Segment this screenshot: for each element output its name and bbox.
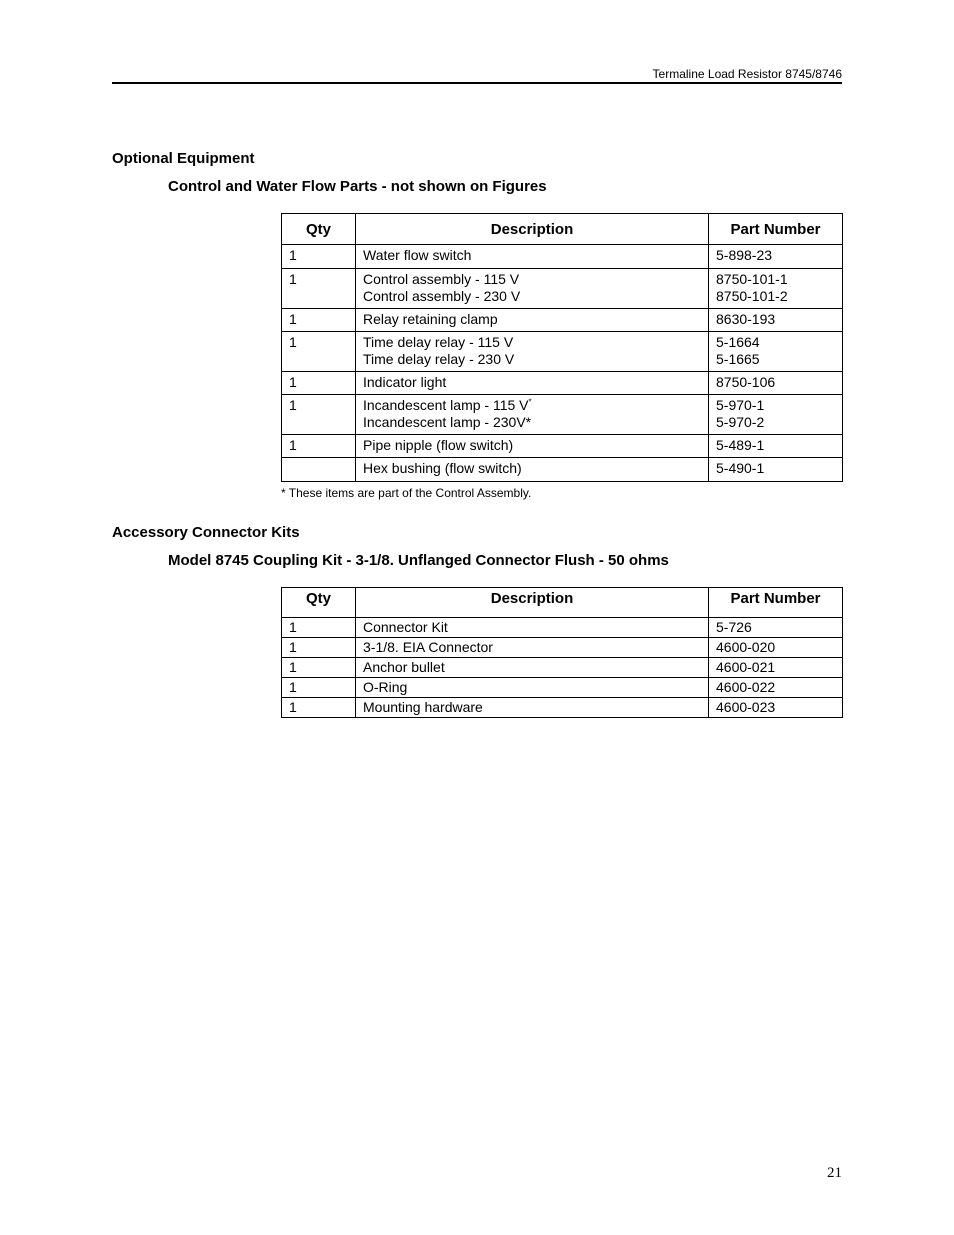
header-rule xyxy=(112,82,842,84)
description-line: Incandescent lamp - 115 V* xyxy=(363,397,532,413)
cell-description xyxy=(356,638,709,658)
cell-qty: 1 xyxy=(282,435,356,458)
part-number-line: 8750-106 xyxy=(716,374,776,390)
cell-description xyxy=(356,395,709,435)
part-number-line: 8750-101-2 xyxy=(716,288,788,304)
cell-qty: 1 xyxy=(282,658,356,678)
description-line: Water flow switch xyxy=(363,247,472,263)
cell-part-number xyxy=(709,332,843,372)
cell-part-number xyxy=(709,395,843,435)
table-row xyxy=(282,309,843,332)
description-line: Incandescent lamp - 230V* xyxy=(363,414,532,430)
description-line: Control assembly - 230 V xyxy=(363,288,521,304)
column-header-qty: Qty xyxy=(282,214,356,245)
part-number-line: 5-490-1 xyxy=(716,460,765,476)
cell-part-number xyxy=(709,638,843,658)
part-number-line: 5-1664 xyxy=(716,334,760,350)
cell-description xyxy=(356,678,709,698)
table-row xyxy=(282,678,843,698)
cell-part-number xyxy=(709,658,843,678)
column-header-part-number: Part Number xyxy=(709,588,843,618)
part-number-line: 4600-023 xyxy=(716,699,776,715)
part-number-line: 5-1665 xyxy=(716,351,760,367)
description-line: Connector Kit xyxy=(363,619,448,635)
section-heading-accessory-connector-kits: Accessory Connector Kits xyxy=(112,524,300,541)
part-number-line: 4600-020 xyxy=(716,639,776,655)
table-row xyxy=(282,435,843,458)
cell-qty: 1 xyxy=(282,638,356,658)
cell-qty: 1 xyxy=(282,309,356,332)
description-line: Anchor bullet xyxy=(363,659,445,675)
table-header-row xyxy=(282,214,843,245)
table-row xyxy=(282,395,843,435)
cell-part-number xyxy=(709,698,843,718)
subheading-model-8745-coupling-kit: Model 8745 Coupling Kit - 3-1/8. Unflanged Connector Flush - 50 ohms xyxy=(168,552,669,569)
table-row xyxy=(282,372,843,395)
table-row xyxy=(282,638,843,658)
description-line: Hex bushing (flow switch) xyxy=(363,460,522,476)
column-header-description: Description xyxy=(356,588,709,618)
cell-qty: 1 xyxy=(282,618,356,638)
description-line: O-Ring xyxy=(363,679,408,695)
description-line: Control assembly - 115 V xyxy=(363,271,520,287)
part-number-line: 5-898-23 xyxy=(716,247,773,263)
description-line: Time delay relay - 115 V xyxy=(363,334,514,350)
description-line: Time delay relay - 230 V xyxy=(363,351,515,367)
cell-description xyxy=(356,372,709,395)
part-number-line: 4600-021 xyxy=(716,659,776,675)
control-water-flow-parts-table xyxy=(281,213,843,482)
cell-part-number xyxy=(709,678,843,698)
cell-qty: 1 xyxy=(282,698,356,718)
cell-description xyxy=(356,332,709,372)
table-row xyxy=(282,458,843,482)
part-number-line: 5-970-1 xyxy=(716,397,765,413)
cell-qty: 1 xyxy=(282,332,356,372)
cell-part-number xyxy=(709,245,843,269)
description-line: Pipe nipple (flow switch) xyxy=(363,437,514,453)
column-header-qty: Qty xyxy=(282,588,356,618)
cell-part-number xyxy=(709,458,843,482)
table-row xyxy=(282,332,843,372)
cell-qty: 1 xyxy=(282,245,356,269)
running-header: Termaline Load Resistor 8745/8746 xyxy=(652,67,842,81)
cell-description xyxy=(356,458,709,482)
description-line: 3-1/8. EIA Connector xyxy=(363,639,493,655)
part-number-line: 5-726 xyxy=(716,619,752,635)
cell-description xyxy=(356,698,709,718)
cell-part-number xyxy=(709,435,843,458)
column-header-part-number: Part Number xyxy=(709,214,843,245)
cell-description xyxy=(356,269,709,309)
cell-part-number xyxy=(709,372,843,395)
table-row xyxy=(282,618,843,638)
page-number: 21 xyxy=(827,1165,842,1181)
cell-qty: 1 xyxy=(282,372,356,395)
part-number-line: 5-970-2 xyxy=(716,414,765,430)
table-header-row xyxy=(282,588,843,618)
cell-part-number xyxy=(709,269,843,309)
description-line: Relay retaining clamp xyxy=(363,311,498,327)
table-row xyxy=(282,269,843,309)
part-number-line: 4600-022 xyxy=(716,679,776,695)
table-row xyxy=(282,245,843,269)
column-header-description: Description xyxy=(356,214,709,245)
part-number-line: 8750-101-1 xyxy=(716,271,788,287)
cell-description xyxy=(356,658,709,678)
description-line: Mounting hardware xyxy=(363,699,483,715)
table-row xyxy=(282,698,843,718)
footnote: * These items are part of the Control Assembly. xyxy=(281,486,532,500)
description-line: Indicator light xyxy=(363,374,447,390)
coupling-kit-parts-table xyxy=(281,587,843,718)
cell-part-number xyxy=(709,618,843,638)
cell-qty xyxy=(282,458,356,482)
cell-part-number xyxy=(709,309,843,332)
subheading-control-water-flow-parts: Control and Water Flow Parts - not shown on Figures xyxy=(168,178,547,195)
cell-description xyxy=(356,618,709,638)
footnote-marker: * xyxy=(528,397,532,407)
cell-qty: 1 xyxy=(282,395,356,435)
part-number-line: 5-489-1 xyxy=(716,437,765,453)
section-heading-optional-equipment: Optional Equipment xyxy=(112,150,255,167)
cell-qty: 1 xyxy=(282,678,356,698)
cell-description xyxy=(356,245,709,269)
cell-description xyxy=(356,435,709,458)
cell-description xyxy=(356,309,709,332)
part-number-line: 8630-193 xyxy=(716,311,776,327)
table-row xyxy=(282,658,843,678)
cell-qty: 1 xyxy=(282,269,356,309)
